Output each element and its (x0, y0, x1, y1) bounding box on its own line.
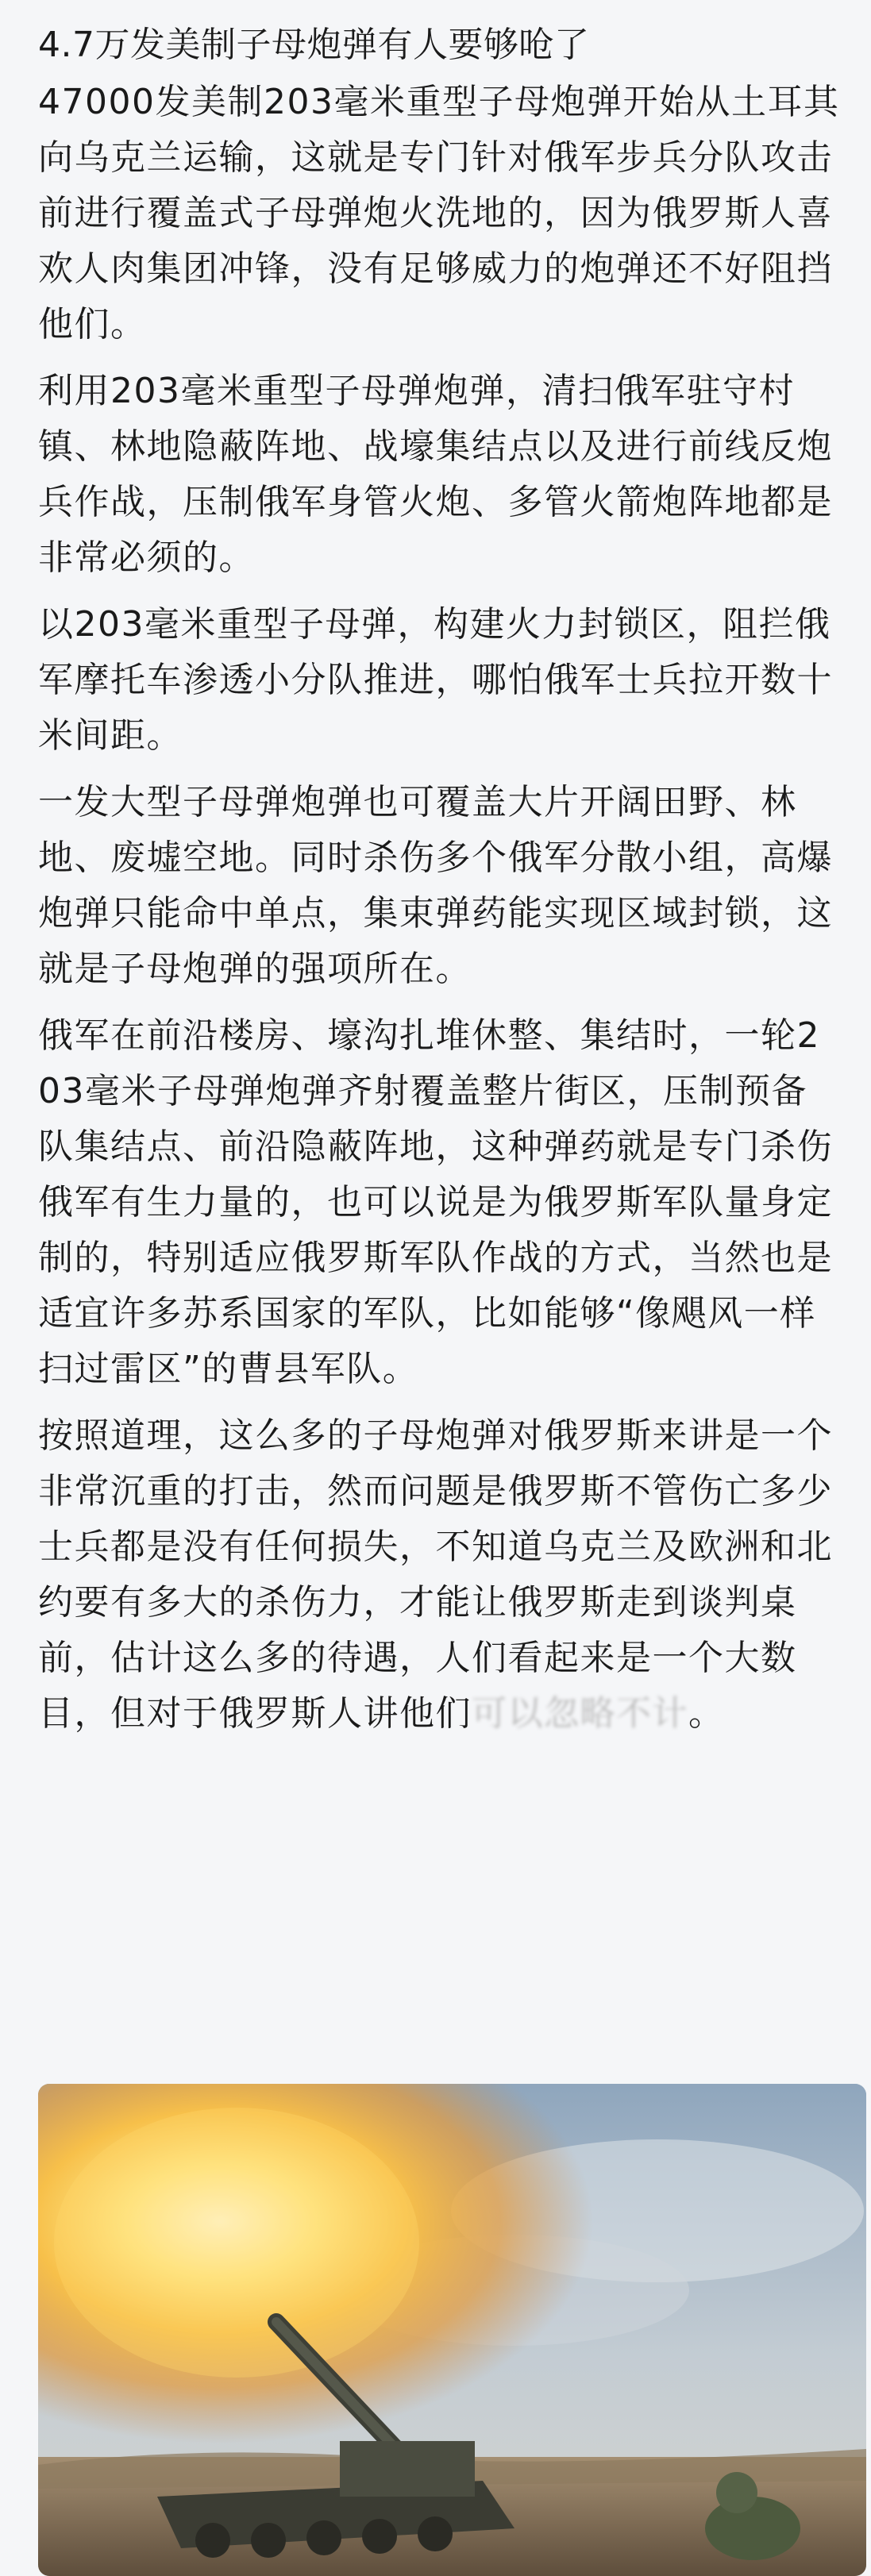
paragraph-2: 利用203毫米重型子母弹炮弹，清扫俄军驻守村镇、林地隐蔽阵地、战壕集结点以及进行前线反炮兵作战，压制俄军身管火炮、多管火箭炮阵地都是非常必须的。 (38, 371, 833, 578)
article-body (38, 19, 840, 1753)
paragraph-5: 俄军在前沿楼房、壕沟扎堆休整、集结时，一轮203毫米子母弹炮弹齐射覆盖整片街区，压制预备队集结点、前沿隐蔽阵地，这种弹药就是专门杀伤俄军有生力量的，也可以说是为俄罗斯军队量身定制的，特别适应俄罗斯军队作战的方式，当然也是适宜许多苏系国家的军队，比如能够“像飓风一样扫过雷区”的曹县军队。 (38, 1015, 833, 1389)
paragraph-1: 47000发美制203毫米重型子母炮弹开始从土耳其向乌克兰运输，这就是专门针对俄军步兵分队攻击前进行覆盖式子母弹炮火洗地的，因为俄罗斯人喜欢人肉集团冲锋，没有足够威力的炮弹还不好阻挡他们。 (38, 82, 840, 345)
artillery-firing-photo[interactable] (38, 2084, 866, 2576)
paragraph-6 (38, 1408, 840, 1742)
paragraph-6-end: 。 (688, 1693, 725, 1734)
photo-illustration (38, 2084, 866, 2576)
paragraph-6-text: 按照道理，这么多的子母炮弹对俄罗斯来讲是一个非常沉重的打击，然而问题是俄罗斯不管伤亡多少士兵都是没有任何损失，不知道乌克兰及欧洲和北约要有多大的杀伤力，才能让俄罗斯走到谈判桌前，估计这么多的待遇，人们看起来是一个大数目，但对于俄罗斯人讲他们 (38, 1415, 833, 1734)
paragraph-4: 一发大型子母弹炮弹也可覆盖大片开阔田野、林地、废墟空地。同时杀伤多个俄军分散小组，高爆炮弹只能命中单点，集束弹药能实现区域封锁，这就是子母炮弹的强项所在。 (38, 782, 833, 989)
article-title: 4.7万发美制子母炮弹有人要够呛了 (38, 25, 590, 65)
paragraph-3: 以203毫米重型子母弹，构建火力封锁区，阻拦俄军摩托车渗透小分队推进，哪怕俄军士兵拉开数十米间距。 (38, 604, 833, 756)
blurred-text: 可以忽略不计 (472, 1693, 688, 1734)
